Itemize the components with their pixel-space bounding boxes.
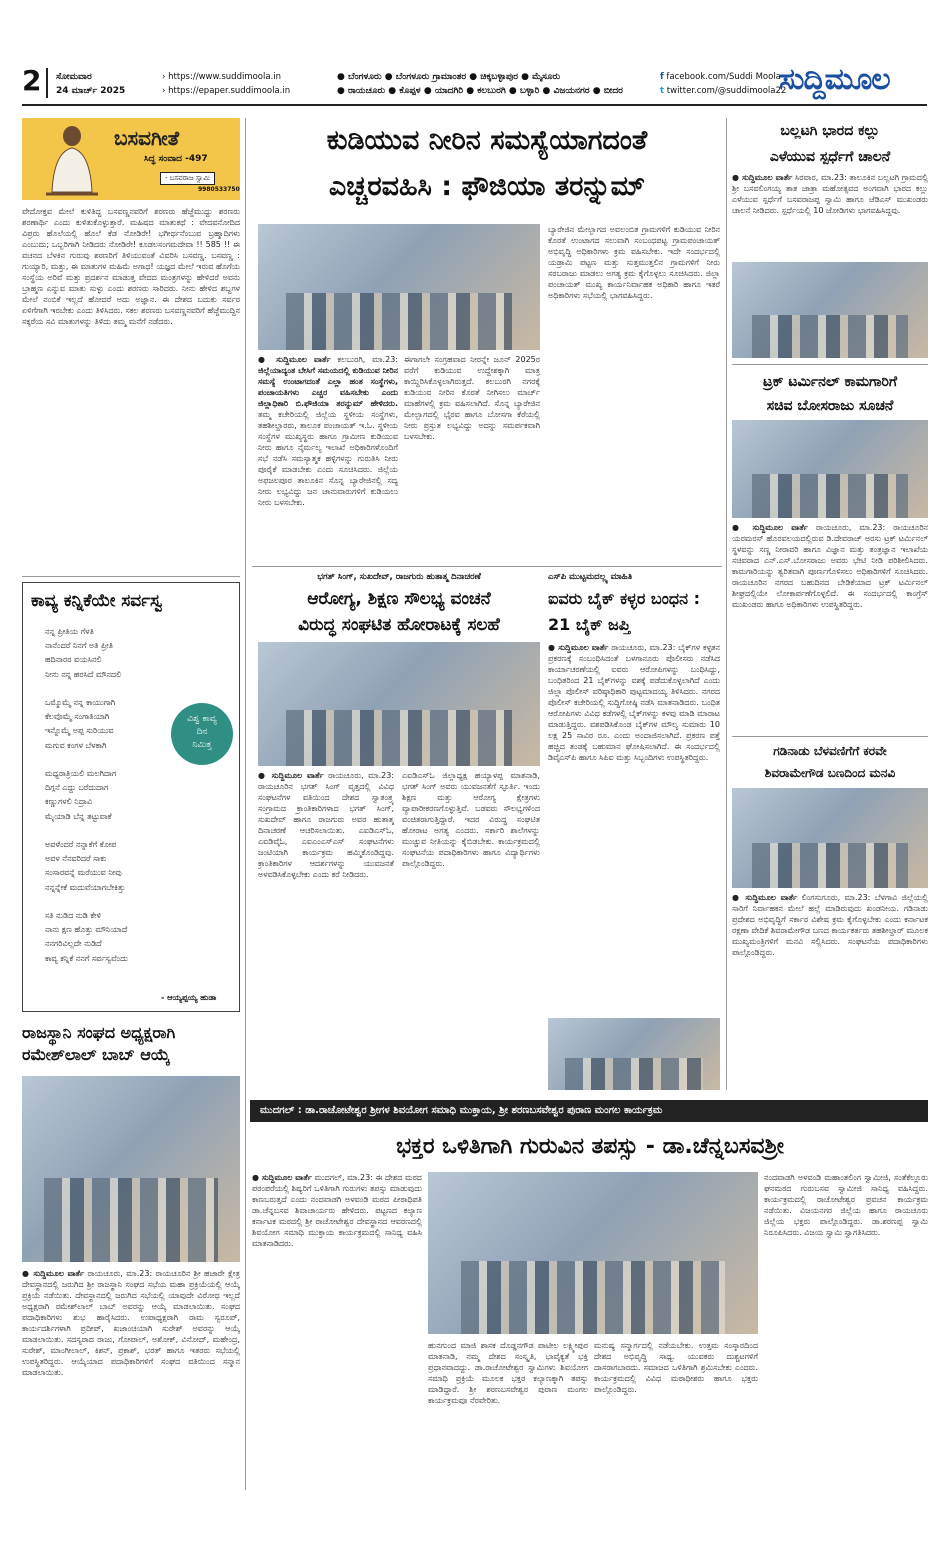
arrow-icon: ›	[162, 72, 166, 82]
divider	[732, 364, 928, 365]
arogya-headline-2: ವಿರುದ್ಧ ಸಂಘಟಿತ ಹೋರಾಟಕ್ಕೆ ಸಲಹೆ	[298, 615, 500, 635]
dateline: ಮುದಗಲ್, ಮಾ.23:	[314, 1173, 373, 1182]
poem-line: ಮಧ್ಯರಾತ್ರಿಯಲಿ ಮಲಗಿದಾಗ	[45, 769, 117, 779]
poem	[45, 625, 128, 966]
guru-swamiji-photo	[428, 1172, 758, 1334]
bikes-article	[548, 642, 720, 1014]
dateline: ರಾಯಚೂರು, ಮಾ.23:	[87, 1269, 153, 1278]
gadinadu-headline	[732, 740, 928, 784]
arrow-icon: ›	[162, 86, 166, 96]
byline: ● ಸುದ್ದಿಮೂಲ ವಾರ್ತೆ	[252, 1173, 312, 1182]
day: ಸೋಮವಾರ	[56, 72, 92, 82]
ballatagi-headline	[732, 118, 928, 170]
rajasthani-headline	[22, 1022, 240, 1066]
ballatagi-headline-1: ಬಲ್ಲಟಗಿ ಭಾರದ ಕಲ್ಲು	[780, 123, 880, 139]
lead-headline	[252, 118, 722, 210]
cities-row-2: ● ರಾಯಚೂರು ● ಕೊಪ್ಪಳ ● ಯಾದಗಿರಿ ● ಕಲಬುರಗಿ ● ಬಳ್ಳಾರಿ ● ವಿಜಯನಗರ ● ಬೀದರ	[337, 86, 623, 96]
poem-line: ಕಾವ್ಯ ಕನ್ನಿಕೆ ನನಗೆ ಸರ್ವಸ್ವವೆಂದು	[45, 953, 128, 963]
guru-column-4: ನಂದವಾಡಗಿ ಅಳವಂಡಿ ಮಹಾಂತಲಿಂಗ ಸ್ವಾಮೀಜಿ, ಸಂತೆಕೆಲ್ಲೂರು ಘನಮಠದ ಗುರುಬಸವ ಸ್ವಾಮೀಜಿ ಸಾನಿಧ್ಯ ವಹಿಸಿದ್ದರು. ಕಾರ್ಯಕ್ರಮದಲ್ಲಿ ರಾಚೋಟೇಶ್ವರ ಪ್ರವಚನ ಕಾರ್ಯಕ್ರಮ ನಡೆಯಿತು. ವಿಜಯನಗರ ಜಿಲ್ಲೆಯ ಹಾಗೂ ರಾಯಚೂರು ಜಿಲ್ಲೆಯ ಭಕ್ತರು ಪಾಲ್ಗೊಂಡಿದ್ದರು. ಡಾ.ಶರಣಪ್ಪ ಸ್ವಾಮಿ ನಿರೂಪಿಸಿದರು. ವಿಜಯ ಸ್ವಾಮಿ ಸ್ವಾಗತಿಸಿದರು.	[764, 1173, 928, 1237]
logo: ಸುದ್ದಿಮೂಲ	[779, 62, 890, 97]
lead-headline-2: ಎಚ್ಚರವಹಿಸಿ : ಫೌಜಿಯಾ ತರನ್ನುಮ್	[328, 171, 646, 202]
arogya-headline-1: ಆರೋಗ್ಯ, ಶಿಕ್ಷಣ ಸೌಲಭ್ಯ ವಂಚನೆ	[307, 589, 491, 609]
kavya-title: ಕಾವ್ಯ ಕನ್ನಿಕೆಯೇ ಸರ್ವಸ್ವ	[31, 591, 163, 611]
basava-author: - ಬಸವರಾಜ ಸ್ವಾಮಿ	[160, 172, 215, 185]
dateline: ರಾಯಚೂರು, ಮಾ.23:	[328, 771, 394, 780]
article-text: ರಾಯಚೂರಿನ ಭಗತ್ ಸಿಂಗ್ ವೃತ್ತದಲ್ಲಿ ವಿವಿಧ ಸಂಘಟನೆಗಳ ವತಿಯಿಂದ ದೇಶದ ಸ್ವಾತಂತ್ರ್ಯ ಸಂಗ್ರಾಮದ ಕ್ರಾಂತಿಕಾರಿಗಳಾದ ಭಗತ್ ಸಿಂಗ್, ಸುಖದೇವ್ ಹಾಗೂ ರಾಜಗುರು ಅವರ ಹುತಾತ್ಮ ದಿನಾಚರಣೆ ಆಚರಿಸಲಾಯಿತು. ಎಐಡಿಎಸ್‌ಓ, ಎಐಡಿವೈಓ, ಎಐಎಂಎಸ್‌ಎಸ್ ಸಂಘಟನೆಗಳು ಜಂಟಿಯಾಗಿ ಕಾರ್ಯಕ್ರಮ ಹಮ್ಮಿಕೊಂಡಿದ್ದವು. ಕ್ರಾಂತಿಕಾರಿಗಳ ಆದರ್ಶಗಳನ್ನು ಯುವಜನತೆ ಅಳವಡಿಸಿಕೊಳ್ಳಬೇಕು ಎಂದು ಕರೆ ನೀಡಿದರು.	[258, 782, 394, 879]
poem-line: ಒಮ್ಮೊಮ್ಮೆ ನನ್ನ ಕಾಯುಗಾಗಿ	[45, 698, 116, 708]
byline: ● ಸುದ್ದಿಮೂಲ ವಾರ್ತೆ	[732, 173, 793, 182]
gadinadu-photo	[732, 788, 928, 888]
city-list	[337, 70, 623, 98]
lead-meeting-photo	[258, 224, 540, 350]
masthead	[22, 64, 927, 106]
guru-headline: ಭಕ್ತರ ಒಳಿತಿಗಾಗಿ ಗುರುವಿನ ತಪಸ್ಸು - ಡಾ.ಚೆನ್ನಬಸವಶ್ರೀ	[396, 1134, 784, 1159]
dateline: ಲಿಂಗಸುಗೂರು, ಮಾ.23:	[801, 893, 871, 902]
truck-headline-1: ಟ್ರಕ್ ಟರ್ಮಿನಲ್ ಕಾಮಗಾರಿಗೆ	[762, 374, 898, 390]
article-text: ರಾಯಚೂರಿನ ಶ್ರೀ ಹಜಾರೇ ಕ್ಷೇತ್ರ ದೇವಸ್ಥಾನದಲ್ಲಿ ಜರುಗಿದ ಶ್ರೀ ರಾಜಸ್ಥಾನಿ ಸಂಘದ ಸಭೆಯ ಮಹಾ ಪ್ರಕ್ರಿಯೆಯಲ್ಲಿ ಆಯ್ಕೆ ಪ್ರಕ್ರಿಯೆ ನಡೆಯಿತು. ದೇವಸ್ಥಾನದಲ್ಲಿ ಜರುಗಿದ ಸಭೆಯಲ್ಲಿ ಯಾವುದೇ ವಿರೋಧ ಇಲ್ಲದೆ ಅಧ್ಯಕ್ಷರಾಗಿ ರಮೇಶ್‌ಲಾಲ್ ಬಾಬ್ ಅವರನ್ನು ಆಯ್ಕೆ ಮಾಡಲಾಯಿತು. ಸಂಘದ ಪದಾಧಿಕಾರಿಗಳು ಶುಭ ಹಾರೈಸಿದರು. ಉಪಾಧ್ಯಕ್ಷರಾಗಿ ರಾಮ ಸ್ವರೂಪ್, ಕಾರ್ಯದರ್ಶಿಗಳಾಗಿ ಪ್ರದೀಪ್, ಖಜಾಂಚಿಯಾಗಿ ಸುರೇಶ್ ಅವರನ್ನು ಆಯ್ಕೆ ಮಾಡಲಾಯಿತು. ಸದಸ್ಯರಾದ ರಾಜು, ಗೋಪಾಲ್, ಅಶೋಕ್, ವಿನೋದ್, ಮಹೇಂದ್ರ, ಸುರೇಶ್, ಮಾಂಗೀಲಾಲ್, ಕಿಶನ್, ಪ್ರಕಾಶ್, ಭರತ್ ಹಾಗೂ ಇತರರು ಸಭೆಯಲ್ಲಿ ಉಪಸ್ಥಿತರಿದ್ದರು. ಆಯ್ಕೆಯಾದ ಪದಾಧಿಕಾರಿಗಳಿಗೆ ಸಂಘದ ವತಿಯಿಂದ ಸನ್ಮಾನ ಮಾಡಲಾಯಿತು.	[22, 1269, 240, 1377]
divider	[732, 736, 928, 737]
poem-line	[45, 824, 128, 838]
poem-line	[45, 753, 128, 767]
rajasthani-headline-2: ರಮೇಶ್‌ಲಾಲ್ ಬಾಬ್ ಆಯ್ಕೆ	[22, 1045, 171, 1064]
poem-line: ನನ್ನನ್ನೇಕೆ ಮದುವೆಯಾಗಬೇಕಿತ್ತು	[45, 882, 126, 892]
poem-line: ಮೈಯಾಡಿ ಬೆನ್ನ ತಟ್ಟುವಾಕೆ	[45, 811, 112, 821]
lead-deck: ಜಿಲ್ಲೆಯಾದ್ಯಂತ ಬೇಸಿಗೆ ಸಮಯದಲ್ಲಿ ಕುಡಿಯುವ ನೀರಿನ ಸಮಸ್ಯೆ ಉಂಟಾಗದಂತೆ ಎಲ್ಲಾ ಹಂತ ಸಂಸ್ಥೆಗಳು, ಪಂಚಾಯತಿಗಳು ಎಚ್ಚರ ವಹಿಸಬೇಕು ಎಂದು ಜಿಲ್ಲಾಧಿಕಾರಿ ಬಿ.ಫೌಜಿಯಾ ತರನ್ನುಮ್ ಹೇಳಿದರು.	[258, 366, 398, 408]
divider	[22, 576, 240, 577]
world-poetry-day-badge	[171, 703, 233, 765]
rajasthani-headline-1: ರಾಜಸ್ಥಾನಿ ಸಂಘದ ಅಧ್ಯಕ್ಷರಾಗಿ	[22, 1023, 176, 1042]
truck-headline-2: ಸಚಿವ ಬೋಸರಾಜು ಸೂಚನೆ	[766, 398, 894, 414]
byline: ● ಸುದ್ದಿಮೂಲ ವಾರ್ತೆ	[548, 643, 609, 652]
article-text: ತಮ್ಮ ಕಚೇರಿಯಲ್ಲಿ ಜಿಲ್ಲೆಯ ಸ್ಥಳೀಯ ಸಂಸ್ಥೆಗಳು, ತಹಶೀಲ್ದಾರರು, ತಾಲೂಕ ಪಂಚಾಯತ್ ಇ.ಓ. ಸ್ಥಳೀಯ ಸಂಸ್ಥೆಗಳ ಮುಖ್ಯಸ್ಥರು ಹಾಗೂ ಗ್ರಾಮೀಣ ಕುಡಿಯುವ ನೀರು ಹಾಗೂ ನೈರ್ಮಲ್ಯ ಇಲಾಖೆ ಅಧಿಕಾರಿಗಳೊಂದಿಗೆ ಸಭೆ ನಡೆಸಿ ಸಮಸ್ಯಾತ್ಮಕ ಹಳ್ಳಿಗಳನ್ನು ಗುರುತಿಸಿ ನೀರು ಪೂರೈಕೆ ಮಾಡಬೇಕು ಎಂದು ಸೂಚಿಸಿದರು. ಜಿಲ್ಲೆಯ ಅಫಜಲಪೂರ ತಾಲೂಕಿನ ಸೊನ್ನ ಬ್ಯಾರೇಜಿನಲ್ಲಿ ಸದ್ಯ ನೀರು ಲಭ್ಯವಿದ್ದು ಜನ ಜಾನುವಾರುಗಳಿಗೆ ಕುಡಿಯಲು ನೀರು ಬಳಸಬೇಕು.	[258, 410, 398, 507]
saint-figure-icon	[42, 122, 102, 198]
arogya-protest-photo	[258, 642, 540, 766]
poem-line: ನನ್ನ ಪ್ರೀತಿಯ ಗೆಳತಿ	[45, 627, 94, 636]
cities-row-1: ● ಬೆಂಗಳೂರು ● ಬೆಂಗಳೂರು ಗ್ರಾಮಾಂತರ ● ಚಿಕ್ಕಬಳ್ಳಾಪುರ ● ಮೈಸೂರು	[337, 72, 561, 82]
dateline: ರಾಯಚೂರು, ಮಾ.23:	[815, 523, 886, 532]
poem-line: ಕಣ್ಣುಗಳಲಿ ನಿದ್ರಾವಿ	[45, 797, 93, 807]
bikes-kicker: ಎಸ್‌ಪಿ ಮುಟ್ಟಮದಲ್ಲ್ಯ ಮಾಹಿತಿ	[548, 572, 633, 582]
poem-line: ನಾನೆಂದರೆ ನಿನಗೆ ಅತಿ ಪ್ರೀತಿ	[45, 641, 114, 651]
article-text: ಬೆಳಗಾವಿ ಜಿಲ್ಲೆಯಲ್ಲಿ ಸಾರಿಗೆ ನಿರ್ವಾಹಕನ ಮೇಲೆ ಹಲ್ಲೆ ಮಾಡಿರುವುದು ಖಂಡನೀಯ. ಗಡಿನಾಡು ಪ್ರದೇಶದ ಅಭಿವೃದ್ಧಿಗೆ ಸರ್ಕಾರ ವಿಶೇಷ ಕ್ರಮ ಕೈಗೊಳ್ಳಬೇಕು ಎಂದು ಕರ್ನಾಟಕ ರಕ್ಷಣಾ ವೇದಿಕೆ ಶಿವರಾಮೇಗೌಡ ಬಣದ ಕಾರ್ಯಕರ್ತರು ತಹಶೀಲ್ದಾರ್ ಮೂಲಕ ಮುಖ್ಯಮಂತ್ರಿಗಳಿಗೆ ಮನವಿ ಸಲ್ಲಿಸಿದರು. ಸಂಘಟನೆಯ ಪದಾಧಿಕಾರಿಗಳು ಪಾಲ್ಗೊಂಡಿದ್ದರು.	[732, 893, 928, 957]
bikes-headline	[548, 586, 720, 638]
twitter-link[interactable]: twitter.com/@suddimoola22	[666, 86, 787, 96]
basava-phone: 9980533750	[198, 186, 240, 193]
byline: ● ಸುದ್ದಿಮೂಲ ವಾರ್ತೆ	[258, 355, 331, 364]
poem-line: ಸತಿ ನುಡಿದ ನುಡಿ ಕೇಳಿ	[45, 911, 101, 921]
guru-band: ಮುದಗಲ್ : ಡಾ.ರಾಚೋಟೇಶ್ವರ ಶ್ರೀಗಳ ಶಿವಯೋಗ ಸಮಾಧಿ ಮುಕ್ತಾಯ, ಶ್ರೀ ಶರಣಬಸವೇಶ್ವರ ಪುರಾಣ ಮಂಗಲ ಕಾರ್ಯಕ್ರಮ	[250, 1100, 928, 1122]
byline: ● ಸುದ್ದಿಮೂಲ ವಾರ್ತೆ	[22, 1269, 85, 1278]
gadinadu-headline-2: ಶಿವರಾಮೇಗೌಡ ಬಣದಿಂದ ಮನವಿ	[764, 766, 896, 780]
poem-line: ನನಗರಿವಿಲ್ಲದೇ ನುಡಿದೆ	[45, 939, 102, 949]
gadinadu-article	[732, 892, 928, 1090]
lead-column-1	[258, 354, 398, 560]
badge-line-1: ವಿಶ್ವ ಕಾವ್ಯ	[187, 714, 217, 724]
website-link[interactable]: https://www.suddimoola.in	[168, 72, 282, 82]
dateline: ಕಲಬುರಗಿ, ಮಾ.23:	[337, 355, 398, 364]
rajasthani-group-photo	[22, 1076, 240, 1262]
urls	[162, 70, 290, 98]
lead-headline-1: ಕುಡಿಯುವ ನೀರಿನ ಸಮಸ್ಯೆಯಾಗದಂತೆ	[326, 125, 648, 156]
rajasthani-article	[22, 1268, 240, 1490]
poem-line: ಮಗುವ ಕಂಗಳ ಬೆಳಕಾಗಿ	[45, 740, 107, 750]
lead-column-2: ಈಗಾಗಲೇ ಸಂಗ್ರಹವಾದ ನೀರನ್ನೇ ಜೂನ್ 2025ರ ವರೆಗೆ ಕುಡಿಯುವ ಉದ್ದೇಶಕ್ಕಾಗಿ ಮಾತ್ರ ಕಾಯ್ದಿರಿಸಿಕೊಳ್ಳಲಾಗಿರುತ್ತದೆ. ಕಲಬುರಗಿ ನಗರಕ್ಕೆ ಕುಡಿಯುವ ನೀರಿನ ಕೊರತೆ ನೀಗಿಸಲು ಮಾರ್ಚ್ ಮಾಹೆಗಳಲ್ಲಿ ಕ್ರಮ ವಹಿಸಲಾಗಿದೆ. ಸೊನ್ನ ಬ್ಯಾರೇಜಿನ ಮೇಲ್ಭಾಗದಲ್ಲಿ ಭೈರವ ಹಾಗೂ ಬೋಸಗಾ ಕೆರೆಯಲ್ಲಿ ನೀರು ಪ್ರಸ್ತುತ ಲಭ್ಯವಿದ್ದು ಅದನ್ನು ಸಮರ್ಪಕವಾಗಿ ಬಳಸಬೇಕು.	[404, 355, 540, 441]
basava-geethe-banner	[22, 118, 240, 200]
truck-headline	[732, 370, 928, 418]
basava-text: ವೇದೋಕ್ತವ ಮೇಲೆ ಕುಳಿತಿದ್ದ ಬಸವಣ್ಣನವರಿಗೆ ಶರಣರು ಹೆಜ್ಜೆಮುದ್ದು ಶರಣರು ಶರಣಾರ್ಥಿ ಎಂದು ಕುಳಿತುಕೊಳ್ಳುತ್ತಾರೆ. ಮಹಿಷದ ಮಾತುಕಥೆ : ವೇದವನೋದಿದ ವಿಪ್ರರು ಹೊಲೆಯಲ್ಲಿ ಹೊಲೆ ಕೆಡ ನೋಡಿರೇ! ಭಗೀರ್ಥನೆಂಬುವ ಬ್ರಹ್ಮಾದಿಗಳು ಎಂಬುದು; ಒಬ್ಬರಿಗಾಗಿ ನೀಡಿದರು ನೋಡಿರೇ! ಕೂಡಲಸಂಗಮದೇವಾ !! 585 !! ಈ ವಚನದ ಬೆಳಕಿನ ಗುರುವು ಶರಣರಿಗೆ ತಿಳಿಯುವಂತೆ ವಿವರಿಸಿ ಬಸವಣ್ಣ. ಬಸವಣ್ಣ : ಗುಯ್ಯಾರಿ, ಮತ್ತು, ಈ ಮಾತುಗಳ ಮಹಿಮೆ ಅಗಾಧ! ಯಜ್ಞದ ಮೇಲೆ ಇರುವ ಹೊಗೆಯ ಸಂಸ್ಥೆಯ ಅರಿವೆ ಮತ್ತು ಪ್ರದರ್ಶನ ಮಾಡುತ್ತ ವೇದದ ಮಂತ್ರಗಳನ್ನು ಹೇಳಿದರೆ ಅವನು ಬ್ರಾಹ್ಮಣ ಎನ್ನುವ ಮಾತು ಸುಳ್ಳು ಎಂದು ಶರಣರು ಸಾರಿದರು. ನೀನು ಹೇಳಿದ ಶಬ್ದಗಳ ಮೇಲೆ ನಂಬಿಕೆ ಇಲ್ಲದೆ ಹೋದರೆ ಅದು ಅಜ್ಞಾನ. ಈ ದೇಶದ ಬದುಕು ಸರ್ವರ ಏಳಿಗೆಗಾಗಿ ಇರಬೇಕು ಎಂದು ತಿಳಿಸಿದರು. ಸಕಲ ಶರಣರು ಬಸವಣ್ಣನವರಿಗೆ ಹೆಜ್ಜೆಮುದ್ದಿನ ಸಕ್ಕರೆಯ ಸವಿ ಮಾತುಗಳನ್ನು ತಿಳಿದು ತಮ್ಮ ಮನೆಗೆ ನಡೆದರು.	[22, 207, 240, 326]
divider	[252, 566, 722, 567]
ballatagi-article	[732, 172, 928, 258]
column-rule	[726, 118, 727, 1090]
epaper-link[interactable]: https://epaper.suddimoola.in	[168, 86, 291, 96]
poem-line	[45, 895, 128, 909]
badge-line-2: ದಿನ	[196, 727, 208, 737]
poem-line	[45, 682, 128, 696]
dateline: ಸಿರವಾರ, ಮಾ.23:	[795, 173, 847, 182]
guru-column-1	[252, 1172, 422, 1490]
poem-line: ನಾನು ಕ್ಷಣ ಹೊತ್ತು ಮೌನಿಯಾದೆ	[45, 925, 128, 935]
poem-line: ಇನ್ನೊಮ್ಮೆ ಅಪ್ಪ ಸುರಿಯುವ	[45, 726, 114, 736]
arogya-headline	[258, 586, 540, 638]
kavya-box	[22, 582, 240, 1012]
poem-line: ಸಂಸಾರವನ್ನೆ ಮರೆಯುವ ನೀವು	[45, 868, 122, 878]
basava-title: ಬಸವಗೀತೆ	[114, 126, 180, 150]
arogya-kicker: ಭಗತ್ ಸಿಂಗ್, ಸುಖದೇವ್, ರಾಜಗುರು ಹುತಾತ್ಮ ದಿನಾಚರಣೆ	[317, 572, 481, 582]
bikes-headline-2: 21 ಬೈಕ್ ಜಪ್ತಿ	[548, 615, 631, 634]
article-text: ಈ ದೇಶದ ಮಠದ ಪರಂಪರೆಯಲ್ಲಿ ಶಿಷ್ಯರಿಗೆ ಒಳಿತಿಗಾಗಿ ಗುರುಗಳು ತಪಸ್ಸು ಮಾಡುವುದು ಕಾಣಬರುತ್ತದೆ ಎಂದು ನಂದವಾಡಗಿ ಅಳವಂಡಿ ಮಠದ ಪೀಠಾಧಿಪತಿ ಡಾ.ಚೆನ್ನಬಸವ ಶಿವಾಚಾರ್ಯರು ಹೇಳಿದರು. ಪಟ್ಟಣದ ಕಲ್ಯಾಣ ಕರ್ನಾಟಕ ಮಠದಲ್ಲಿ ಶ್ರೀ ರಾಚೋಟೇಶ್ವರ ದೇವಸ್ಥಾನದ ಆವರಣದಲ್ಲಿ ಶಿವಯೋಗ ಸಮಾಧಿ ಮುಕ್ತಾಯ ಕಾರ್ಯಕ್ರಮದಲ್ಲಿ ಸಾನಿಧ್ಯ ವಹಿಸಿ ಮಾತನಾಡಿದರು.	[252, 1173, 422, 1248]
facebook-icon: f	[660, 72, 664, 82]
lead-column-3: ಬ್ಯಾರೇಜಿನ ಮೇಲ್ಭಾಗದ ಅವಲಂಬಿತ ಗ್ರಾಮಗಳಿಗೆ ಕುಡಿಯುವ ನೀರಿನ ಕೊರತೆ ಉಂಟಾಗದ ಸಲುವಾಗಿ ಸಂಬಂಧಪಟ್ಟ ಗ್ರಾಮಪಂಚಾಯತ್ ಅಭಿವೃದ್ಧಿ ಅಧಿಕಾರಿಗಳು ಕ್ರಮ ವಹಿಸಬೇಕು. ಇದೇ ಸಂದರ್ಭದಲ್ಲಿ ಯಡ್ರಾಮಿ ಪಟ್ಟಣ ಮತ್ತು ಸುತ್ತಮುತ್ತಲಿನ ಗ್ರಾಮಗಳಿಗೆ ನೀರು ಸರಬರಾಜು ಮಾಡಲು ಅಗತ್ಯ ಕ್ರಮ ಕೈಗೊಳ್ಳಲು ಸೂಚಿಸಿದರು. ಜಿಲ್ಲಾ ಪಂಚಾಯತ್ ಮುಖ್ಯ ಕಾರ್ಯನಿರ್ವಾಹಕ ಅಧಿಕಾರಿ ಹಾಗೂ ಇತರೆ ಅಧಿಕಾರಿಗಳು ಸಭೆಯಲ್ಲಿ ಭಾಗವಹಿಸಿದ್ದರು.	[548, 225, 720, 300]
bikes-police-photo	[548, 1018, 720, 1090]
twitter-icon: t	[660, 86, 665, 96]
bikes-headline-1: ಐವರು ಬೈಕ್ ಕಳ್ಳರ ಬಂಧನ :	[548, 589, 701, 608]
article-text: ರಾಯಚೂರಿನ ಯರಮರಸ್ ಹೊರವಲಯದಲ್ಲಿರುವ ಡಿ.ದೇವರಾಜ್ ಅರಸು ಟ್ರಕ್ ಟರ್ಮಿನಲ್ ಸ್ಥಳವನ್ನು ಸಣ್ಣ ನೀರಾವರಿ ಹಾಗೂ ವಿಜ್ಞಾನ ಮತ್ತು ತಂತ್ರಜ್ಞಾನ ಇಲಾಖೆಯ ಸಚಿವರಾದ ಎನ್.ಎಸ್.ಬೋಸರಾಜು ಅವರು ಭೇಟಿ ನೀಡಿ ಪರಿಶೀಲಿಸಿದರು. ಕಾಮಗಾರಿಯನ್ನು ತ್ವರಿತವಾಗಿ ಪೂರ್ಣಗೊಳಿಸಲು ಅಧಿಕಾರಿಗಳಿಗೆ ಸೂಚಿಸಿದರು. ರಾಯಚೂರಿನ ನಗರದ ಬಹುದಿನದ ಬೇಡಿಕೆಯಾದ ಟ್ರಕ್ ಟರ್ಮಿನಲ್ ಶೀಘ್ರದಲ್ಲಿಯೇ ಲೋಕಾರ್ಪಣೆಗೊಳ್ಳಲಿದೆ. ಈ ಸಂದರ್ಭದಲ್ಲಿ ಕಾಂಗ್ರೆಸ್ ಮುಖಂಡರು ಹಾಗೂ ಅಧಿಕಾರಿಗಳು ಉಪಸ್ಥಿತರಿದ್ದರು.	[732, 523, 928, 609]
byline: ● ಸುದ್ದಿಮೂಲ ವಾರ್ತೆ	[732, 523, 808, 532]
article-text: ತಾಲೂಕಿನ ಬಲ್ಲಟಗಿ ಗ್ರಾಮದಲ್ಲಿ ಶ್ರೀ ಬಸವಲಿಂಗಯ್ಯ ತಾತ ಜಾತ್ರಾ ಮಹೋತ್ಸವದ ಅಂಗವಾಗಿ ಭಾರದ ಕಲ್ಲು ಎಳೆಯುವ ಸ್ಪರ್ಧೆಗೆ ಬಸವರಾಜಪ್ಪ ಸ್ವಾಮಿ ಹಾಗೂ ಜೆಡಿಎಸ್ ಮುಖಂಡರು ಚಾಲನೆ ನೀಡಿದರು. ಸ್ಪರ್ಧೆಯಲ್ಲಿ 10 ಜೋಡಿಗಳು ಭಾಗವಹಿಸಿದ್ದವು.	[732, 173, 928, 215]
dateline: ರಾಯಚೂರು, ಮಾ.23:	[611, 643, 676, 652]
badge-line-3: ನಿಮಿತ್ತ	[192, 740, 212, 750]
ballatagi-photo	[732, 262, 928, 358]
arogya-column-1	[258, 770, 394, 1090]
poem-line: ಕೆಲವೊಮ್ಮೆ ಸಂಗಾತಿಯಾಗಿ	[45, 712, 110, 722]
arogya-column-2: ಎಐಡಿಎಸ್‌ಓ ಜಿಲ್ಲಾಧ್ಯಕ್ಷ ಹಯ್ಯಾಳಪ್ಪ ಮಾತನಾಡಿ, ಭಗತ್ ಸಿಂಗ್ ಅವರು ಯುವಜನತೆಗೆ ಸ್ಫೂರ್ತಿ. ಇಂದು ಶಿಕ್ಷಣ ಮತ್ತು ಆರೋಗ್ಯ ಕ್ಷೇತ್ರಗಳು ವ್ಯಾಪಾರೀಕರಣಗೊಳ್ಳುತ್ತಿವೆ. ಬಡವರು ಸೌಲಭ್ಯಗಳಿಂದ ವಂಚಿತರಾಗುತ್ತಿದ್ದಾರೆ. ಇದರ ವಿರುದ್ಧ ಸಂಘಟಿತ ಹೋರಾಟ ಅಗತ್ಯ ಎಂದರು. ಸರ್ಕಾರಿ ಶಾಲೆಗಳನ್ನು ಮುಚ್ಚುವ ನೀತಿಯನ್ನು ಕೈಬಿಡಬೇಕು. ಕಾರ್ಯಕ್ರಮದಲ್ಲಿ ಸಂಘಟನೆಯ ಪದಾಧಿಕಾರಿಗಳು ಹಾಗೂ ವಿದ್ಯಾರ್ಥಿಗಳು ಪಾಲ್ಗೊಂಡಿದ್ದರು.	[402, 771, 540, 868]
date-box	[56, 70, 125, 98]
byline: ● ಸುದ್ದಿಮೂಲ ವಾರ್ತೆ	[732, 893, 798, 902]
poem-line: ಹದಿನಾರರ ವಯಸಿನಲಿ	[45, 655, 102, 665]
column-rule	[245, 118, 246, 1490]
page-number: 2	[22, 64, 42, 97]
poem-line: ಅವಳೆಂದರೆ ನನ್ನಾಕೆಗೆ ಕೋಪ	[45, 840, 117, 850]
poem-line: ನೀನು ನನ್ನ ಹರಸಿದೆ ಮೌನದಲಿ	[45, 669, 122, 679]
ballatagi-headline-2: ಎಳೆಯುವ ಸ್ಪರ್ಧೆಗೆ ಚಾಲನೆ	[769, 149, 891, 165]
poem-line: ಅವಳ ನೆನವರಿದರೆ ಸಾಕು	[45, 854, 107, 864]
gadinadu-headline-1: ಗಡಿನಾಡು ಬೆಳವಣಿಗೆಗೆ ಕರವೇ	[773, 744, 887, 758]
article-text: ಬೈಕ್‌ಗಳ ಕಳ್ಳತನ ಪ್ರಕರಣಕ್ಕೆ ಸಂಬಂಧಿಸಿದಂತೆ ಬಳಗಾನೂರು ಪೊಲೀಸರು ನಡೆಸಿದ ಕಾರ್ಯಾಚರಣೆಯಲ್ಲಿ ಐವರು ಆರೋಪಿಗಳನ್ನು ಬಂಧಿಸಿದ್ದು, ಬಂಧಿತರಿಂದ 21 ಬೈಕ್‌ಗಳನ್ನು ವಶಕ್ಕೆ ಪಡೆದುಕೊಳ್ಳಲಾಗಿದೆ ಎಂದು ಜಿಲ್ಲಾ ಪೊಲೀಸ್ ವರಿಷ್ಠಾಧಿಕಾರಿ ಪುಟ್ಟಮಾದಯ್ಯ ತಿಳಿಸಿದರು. ನಗರದ ಪೊಲೀಸ್ ಕಚೇರಿಯಲ್ಲಿ ಸುದ್ದಿಗೋಷ್ಠಿ ನಡೆಸಿ ಮಾತನಾಡಿದರು. ಬಂಧಿತ ಆರೋಪಿಗಳು ವಿವಿಧ ಕಡೆಗಳಲ್ಲಿ ಬೈಕ್‌ಗಳನ್ನು ಕಳವು ಮಾಡಿ ಮಾರಾಟ ಮಾಡುತ್ತಿದ್ದರು. ವಶಪಡಿಸಿಕೊಂಡ ಬೈಕ್‌ಗಳ ಮೌಲ್ಯ ಸುಮಾರು 10 ಲಕ್ಷ 25 ಸಾವಿರ ರೂ. ಎಂದು ಅಂದಾಜಿಸಲಾಗಿದೆ. ಪ್ರಕರಣ ಪತ್ತೆ ಹಚ್ಚಿದ ತಂಡಕ್ಕೆ ಬಹುಮಾನ ಘೋಷಿಸಲಾಗಿದೆ. ಈ ಸಂದರ್ಭದಲ್ಲಿ ಡಿವೈಎಸ್‌ಪಿ ಹಾಗೂ ಸಿಪಿಐ ಮತ್ತು ಸಿಬ್ಬಂದಿಗಳು ಉಪಸ್ಥಿತರಿದ್ದರು.	[548, 643, 720, 762]
basava-subtitle: ಸಿದ್ಧ ಸಂವಾದ -497	[144, 154, 208, 164]
truck-article	[732, 522, 928, 730]
guru-column-3: ಮನುಷ್ಯ ಸನ್ಮಾರ್ಗದಲ್ಲಿ ನಡೆಯಬೇಕು. ಉತ್ತಮ ಸಂಸ್ಕಾರದಿಂದ ದೇಶದ ಅಭಿವೃದ್ಧಿ ಸಾಧ್ಯ. ಯುವಕರು ದುಶ್ಚಟಗಳಿಗೆ ದಾಸರಾಗಬಾರದು. ಸಮಾಜದ ಒಳಿತಿಗಾಗಿ ಶ್ರಮಿಸಬೇಕು ಎಂದರು. ಕಾರ್ಯಕ್ರಮದಲ್ಲಿ ವಿವಿಧ ಮಠಾಧೀಶರು ಹಾಗೂ ಭಕ್ತರು ಪಾಲ್ಗೊಂಡಿದ್ದರು.	[594, 1341, 758, 1394]
poem-line: ದಿಗ್ಗನೆ ಎದ್ದು ಬರೆದುದಾಗ	[45, 783, 109, 793]
poem-author: - ಆಯ್ಯಪ್ಪಯ್ಯ ಹುಡಾ	[161, 993, 217, 1002]
byline: ● ಸುದ್ದಿಮೂಲ ವಾರ್ತೆ	[258, 771, 324, 780]
facebook-link[interactable]: facebook.com/Suddi Moola	[666, 72, 781, 82]
date: 24 ಮಾರ್ಚ್ 2025	[56, 86, 126, 96]
socials	[660, 70, 786, 98]
guru-column-2: ಹುನಗುಂದ ಮಾಜಿ ಶಾಸಕ ದೊಡ್ಡನಗೌಡ ಪಾಟೀಲ ಲಕ್ಷ್ಮೀಪುರ ಮಾತನಾಡಿ, ನಮ್ಮ ದೇಶದ ಸಂಸ್ಕೃತಿ, ಭಾವೈಕ್ಯತೆ ಭಕ್ತಿ ಪ್ರಧಾನವಾದದ್ದು. ಡಾ.ರಾಚೋಟೇಶ್ವರ ಸ್ವಾಮಿಗಳು ಶಿವಯೋಗ ಸಮಾಧಿ ಪ್ರಕ್ರಿಯೆ ಮೂಲಕ ಭಕ್ತರ ಕಲ್ಯಾಣಕ್ಕಾಗಿ ತಪಸ್ಸು ಮಾಡಿದ್ದಾರೆ. ಶ್ರೀ ಶರಣಬಸವೇಶ್ವರ ಪುರಾಣ ಮಂಗಲ ಕಾರ್ಯಕ್ರಮವೂ ನೆರವೇರಿತು.	[428, 1341, 588, 1405]
truck-terminal-photo	[732, 420, 928, 518]
